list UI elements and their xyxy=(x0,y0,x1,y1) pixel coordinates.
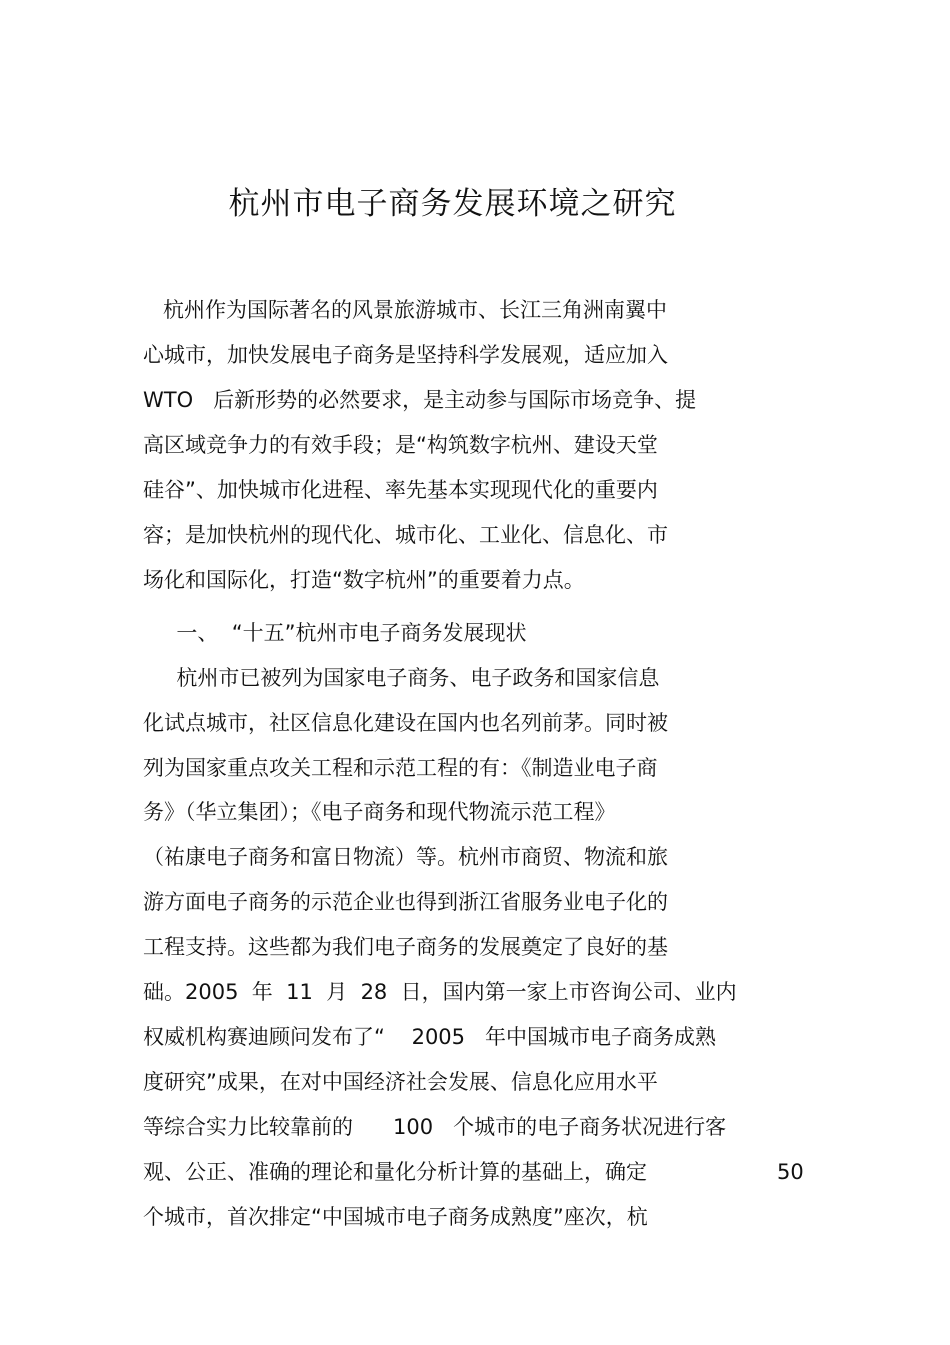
body-line: 度研究”成果，在对中国经济社会发展、信息化应用水平 xyxy=(143,1070,658,1094)
body-line: （祐康电子商务和富日物流）等。杭州市商贸、物流和旅 xyxy=(143,845,668,869)
body-line: 游方面电子商务的示范企业也得到浙江省服务业电子化的 xyxy=(143,890,668,914)
body-line: 础。2005 年 11 月 28 日，国内第一家上市咨询公司、业内 xyxy=(143,980,737,1004)
body-line: 硅谷”、加快城市化进程、率先基本实现现代化的重要内 xyxy=(143,478,658,502)
body-line: 观、公正、准确的理论和量化分析计算的基础上，确定 xyxy=(143,1160,647,1184)
document-title: 杭州市电子商务发展环境之研究 xyxy=(228,186,677,222)
body-line: 心城市，加快发展电子商务是坚持科学发展观，适应加入 xyxy=(143,343,668,367)
body-line: WTO 后新形势的必然要求，是主动参与国际市场竞争、提 xyxy=(143,388,697,412)
body-line: 列为国家重点攻关工程和示范工程的有：《制造业电子商 xyxy=(143,756,658,780)
body-line: 等综合实力比较靠前的 100 个城市的电子商务状况进行客 xyxy=(143,1115,727,1139)
body-line: 杭州市已被列为国家电子商务、电子政务和国家信息 xyxy=(143,666,660,690)
body-line: 务》（华立集团）；《电子商务和现代物流示范工程》 xyxy=(143,800,616,824)
body-line: 工程支持。这些都为我们电子商务的发展奠定了良好的基 xyxy=(143,935,668,959)
body-line: 权威机构赛迪顾问发布了“ 2005 年中国城市电子商务成熟 xyxy=(143,1025,717,1049)
body-line: 杭州作为国际著名的风景旅游城市、长江三角洲南翼中 xyxy=(143,298,668,322)
body-line: 化试点城市，社区信息化建设在国内也名列前茅。同时被 xyxy=(143,711,668,735)
body-line: 场化和国际化，打造“数字杭州”的重要着力点。 xyxy=(143,568,585,592)
body-line: 高区域竞争力的有效手段；是“构筑数字杭州、建设天堂 xyxy=(143,433,658,457)
body-line-number: 50 xyxy=(777,1160,804,1184)
section-heading: 一、 “十五”杭州市电子商务发展现状 xyxy=(143,621,527,645)
body-line: 容；是加快杭州的现代化、城市化、工业化、信息化、市 xyxy=(143,523,668,547)
body-line: 个城市，首次排定“中国城市电子商务成熟度”座次，杭 xyxy=(143,1205,648,1229)
